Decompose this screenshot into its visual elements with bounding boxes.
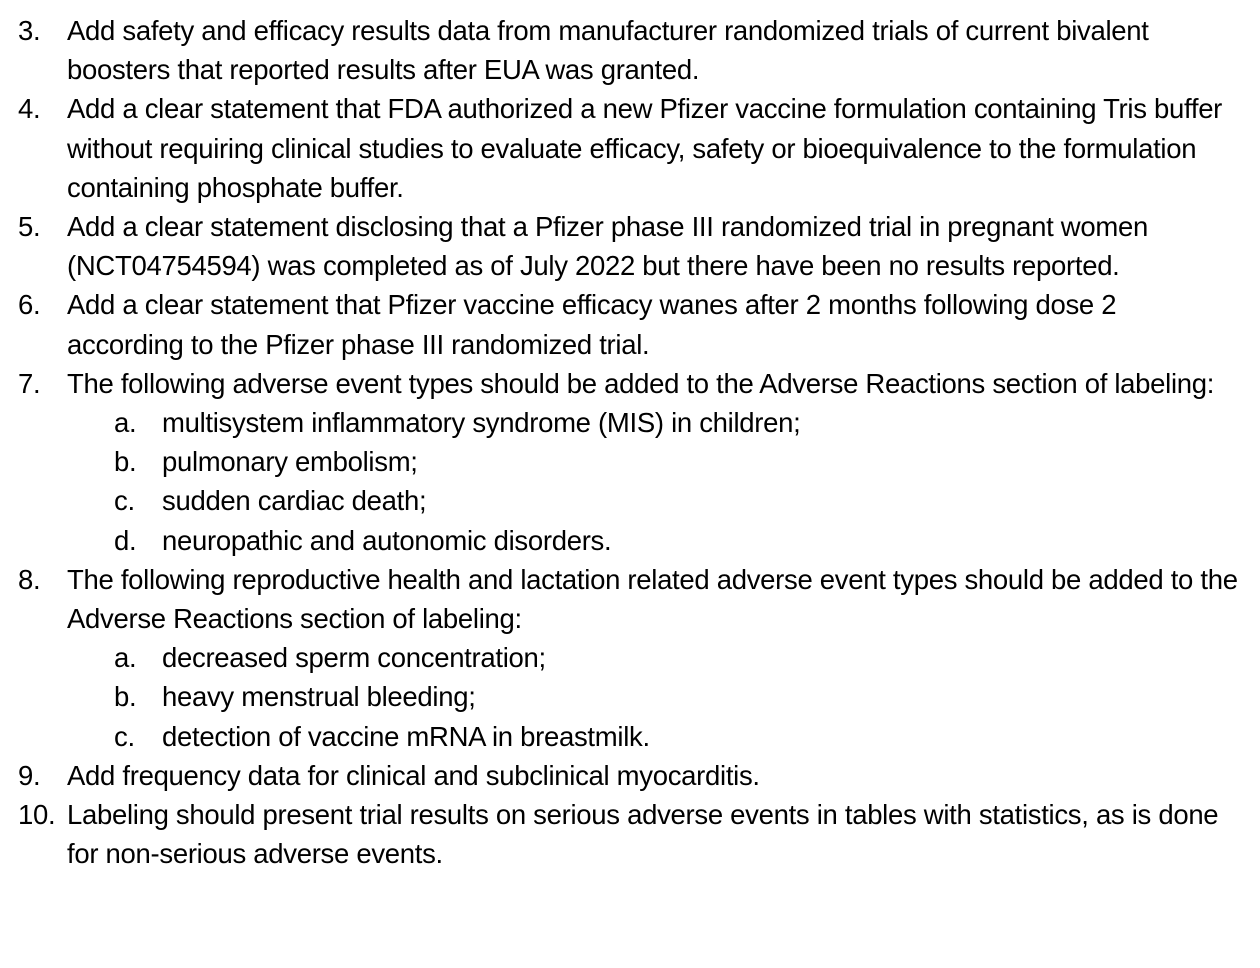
list-item-6	[0, 285, 1260, 363]
item-number: 6.	[18, 289, 41, 321]
item-text: Add safety and efficacy results data from manufacturer randomized trials of current bivalent boosters that reported results after EUA was granted.	[67, 15, 1149, 86]
sub-item-text: multisystem inflammatory syndrome (MIS) in children;	[162, 407, 801, 439]
item-number: 4.	[18, 93, 41, 125]
item-text: Add a clear statement that Pfizer vaccine efficacy wanes after 2 months following dose 2 according to the Pfizer phase III randomized trial.	[67, 289, 1117, 360]
item-text: The following adverse event types should be added to the Adverse Reactions section of labeling:	[67, 367, 1215, 399]
list-item-8	[0, 560, 1260, 638]
sub-item-text: pulmonary embolism;	[162, 446, 418, 478]
list-item-9	[0, 756, 1260, 795]
item-text: Add a clear statement that FDA authorized a new Pfizer vaccine formulation containing Tris buffer without requiring clinical studies to evaluate efficacy, safety or bioequivalence to the formulation containing phosphate buffer.	[67, 93, 1223, 203]
sub-item-8b	[0, 677, 1260, 716]
recommendations-list	[0, 11, 1260, 873]
list-item-10	[0, 795, 1260, 873]
item-number: 8.	[18, 563, 41, 595]
list-item-3	[0, 11, 1260, 89]
item-number: 3.	[18, 15, 41, 46]
sub-item-text: detection of vaccine mRNA in breastmilk.	[162, 720, 650, 752]
item-text: Labeling should present trial results on serious adverse events in tables with statistics, as is done for non-serious adverse events.	[67, 799, 1219, 870]
sub-item-letter: a.	[114, 407, 137, 439]
item-number: 5.	[18, 211, 41, 243]
sub-item-letter: b.	[114, 681, 137, 713]
sub-item-letter: d.	[114, 524, 137, 556]
item-text: The following reproductive health and lactation related adverse event types should be added to the Adverse Reactions section of labeling:	[67, 563, 1238, 635]
item-number: 7.	[18, 367, 41, 399]
sub-item-letter: c.	[114, 720, 135, 752]
sub-item-letter: a.	[114, 642, 137, 674]
sub-item-7b	[0, 442, 1260, 481]
item-number: 9.	[18, 759, 41, 791]
item-text: Add a clear statement disclosing that a Pfizer phase III randomized trial in pregnant women (NCT04754594) was completed as of July 2022 but there have been no results reported.	[67, 211, 1148, 282]
sub-item-text: heavy menstrual bleeding;	[162, 681, 476, 713]
sub-item-8a	[0, 638, 1260, 677]
sub-item-7c	[0, 481, 1260, 520]
list-item-7	[0, 364, 1260, 403]
sub-item-7d	[0, 521, 1260, 560]
sub-item-8c	[0, 717, 1260, 756]
item-number: 10.	[18, 799, 56, 831]
item-text: Add frequency data for clinical and subclinical myocarditis.	[67, 759, 760, 791]
sub-item-text: sudden cardiac death;	[162, 485, 427, 517]
sub-item-letter: b.	[114, 446, 137, 478]
sub-item-text: decreased sperm concentration;	[162, 642, 546, 674]
sub-item-text: neuropathic and autonomic disorders.	[162, 524, 612, 556]
list-item-4	[0, 89, 1260, 207]
list-item-5	[0, 207, 1260, 285]
sub-item-letter: c.	[114, 485, 135, 517]
sub-item-7a	[0, 403, 1260, 442]
